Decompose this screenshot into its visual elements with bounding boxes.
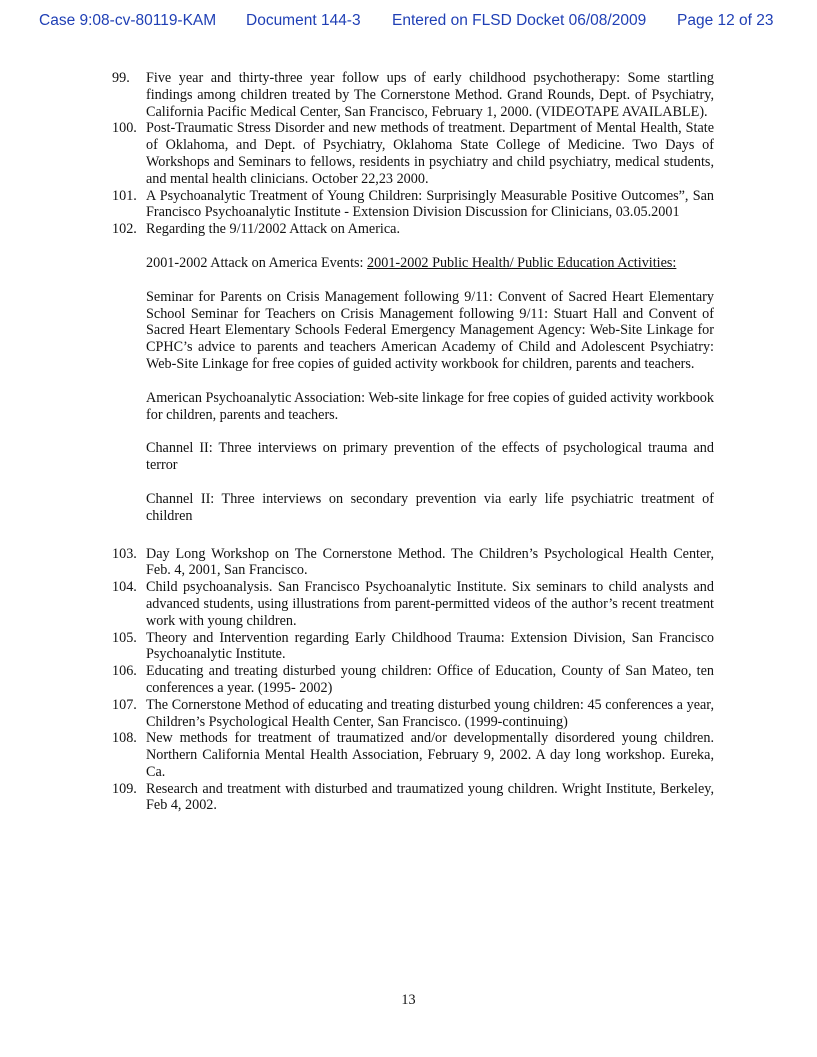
attack-paragraph: American Psychoanalytic Association: Web-site linkage for free copies of guided activity workbook for children, parents and teachers.: [146, 389, 714, 423]
item-number: 107.: [112, 696, 137, 713]
page-indicator: Page 12 of 23: [677, 12, 774, 29]
item-text: New methods for treatment of traumatized and/or developmentally disordered young children. Northern California Mental Health Association, February 9, 2002. A day long workshop. Eureka, Ca.: [146, 730, 714, 780]
page-number: 13: [401, 992, 416, 1008]
item-text: Day Long Workshop on The Cornerstone Method. The Children’s Psychological Health Center, Feb. 4, 2001, San Francisco.: [146, 545, 714, 579]
item-text: Five year and thirty-three year follow ups of early childhood psychotherapy: Some startling findings among children treated by The Cornerstone Method. Grand Rounds, Dept. of Psychiatry, California Pacific Medical Center, San Francisco, February 1, 2000. (VIDEOTAPE AVAILABLE).: [146, 70, 714, 120]
item-text: Educating and treating disturbed young children: Office of Education, County of San Mateo, ten conferences a year. (1995- 2002): [146, 663, 714, 696]
item-number: 106.: [112, 663, 137, 680]
item-text: Child psychoanalysis. San Francisco Psychoanalytic Institute. Six seminars to child analysts and advanced students, using illustrations from parent-permitted videos of the author’s recent treatment work with young children.: [146, 579, 714, 629]
item-text: The Cornerstone Method of educating and treating disturbed young children: 45 conferences a year, Children’s Psychological Health Center, San Francisco. (1999-continuing): [146, 696, 714, 730]
item-number: 103.: [112, 545, 137, 562]
list-item: [112, 730, 714, 780]
item-text: Regarding the 9/11/2002 Attack on America.: [146, 221, 401, 238]
item-text: Post-Traumatic Stress Disorder and new methods of treatment. Department of Mental Health, State of Oklahoma, and Dept. of Psychiatry, Oklahoma State College of Medicine. Two Days of Workshops and Seminars to fellows, residents in psychiatry and child psychiatry, medical students, and mental health clinicians. October 22,23 2000.: [146, 120, 714, 187]
attack-events-title: 2001-2002 Public Health/ Public Education Activities:: [367, 254, 677, 271]
item-number: 99.: [112, 70, 130, 86]
list-item: [112, 221, 714, 238]
list-item: [112, 70, 714, 120]
document-number: Document 144-3: [246, 12, 361, 29]
item-text: Research and treatment with disturbed and traumatized young children. Wright Institute, Berkeley, Feb 4, 2002.: [146, 780, 714, 814]
list-item: [112, 546, 714, 580]
item-text: A Psychoanalytic Treatment of Young Children: Surprisingly Measurable Positive Outcomes”, San Francisco Psychoanalytic Institute - Extension Division Discussion for Clinicians, 03.05.2001: [146, 187, 714, 221]
list-item: [112, 188, 714, 222]
docket-entry-date: Entered on FLSD Docket 06/08/2009: [392, 12, 647, 29]
list-item: [112, 120, 714, 187]
list-item: [112, 663, 714, 697]
item-number: 109.: [112, 780, 137, 797]
attack-events-heading: [112, 255, 714, 272]
item-number: 102.: [112, 221, 137, 238]
case-number: Case 9:08-cv-80119-KAM: [39, 12, 217, 29]
list-item: [112, 697, 714, 731]
attack-paragraph: Channel II: Three interviews on primary prevention of the effects of psychological trauma and terror: [146, 440, 714, 474]
list-item: [112, 630, 714, 664]
document-body: [112, 70, 714, 814]
item-number: 100.: [112, 120, 137, 137]
item-text: Theory and Intervention regarding Early Childhood Trauma: Extension Division, San Francisco Psychoanalytic Institute.: [146, 629, 714, 663]
item-number: 108.: [112, 730, 137, 747]
list-item: [112, 579, 714, 629]
item-number: 105.: [112, 629, 137, 646]
attack-paragraph: Seminar for Parents on Crisis Management following 9/11: Convent of Sacred Heart Elementary School Seminar for Teachers on Crisis Management following 9/11: Stuart Hall and Convent of Sacred Heart Elementary Schools Federal Emergency Management Agency: Web-Site Linkage for CPHC’s advice to parents and teachers American Academy of Child and Adolescent Psychiatry: Web-Site Linkage for free copies of guided activity workbook for children, parents and teachers.: [146, 288, 714, 372]
item-number: 101.: [112, 187, 137, 204]
attack-events-intro: 2001-2002 Attack on America Events:: [146, 254, 368, 271]
attack-paragraph: Channel II: Three interviews on secondary prevention via early life psychiatric treatment of children: [146, 490, 714, 524]
item-number: 104.: [112, 579, 137, 596]
list-item: [112, 781, 714, 815]
